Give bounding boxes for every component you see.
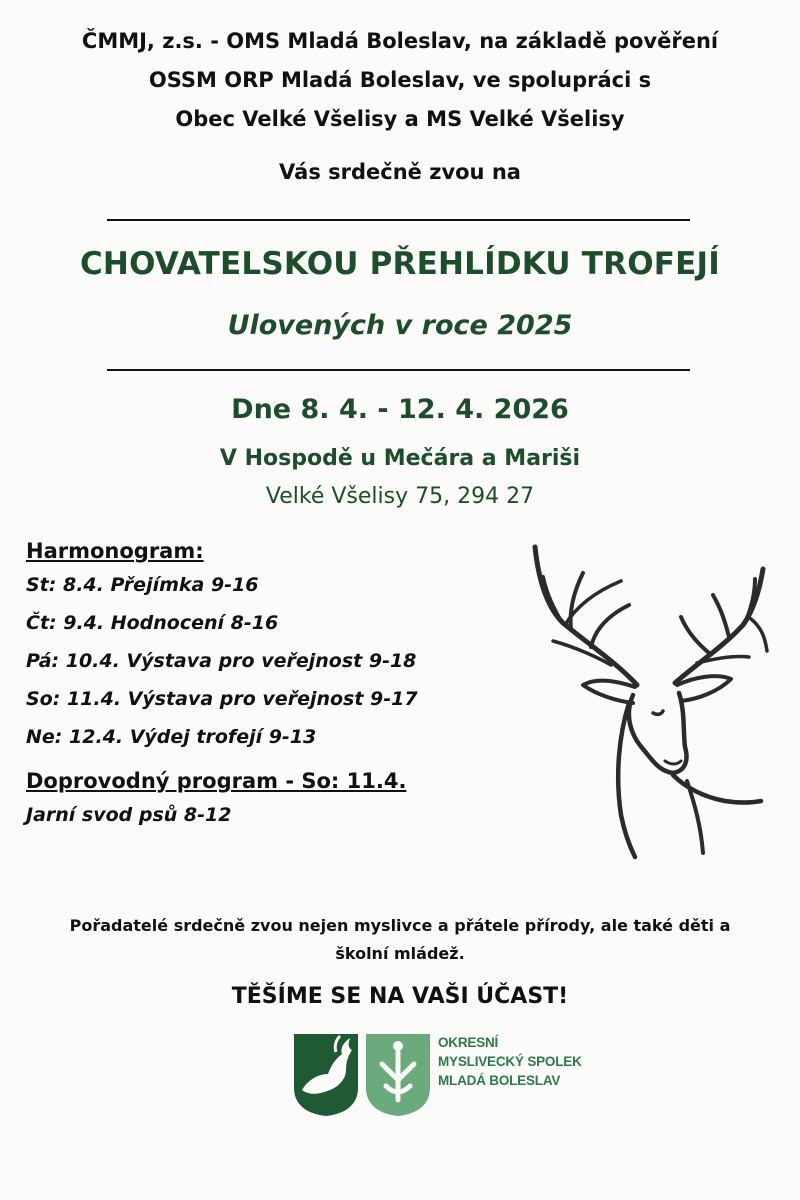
logo-text (438, 1033, 582, 1090)
intro-line-2: OSSM ORP Mladá Boleslav, ve spolupráci s (148, 68, 652, 92)
note-line-2: školní mládež. (335, 944, 465, 963)
invite-text: Vás srdečně zvou na (279, 160, 521, 184)
schedule-section (26, 536, 496, 834)
event-venue: V Hospodě u Mečára a Mariši (219, 446, 581, 471)
event-date: Dne 8. 4. - 12. 4. 2026 (231, 394, 569, 425)
side-program-item: Jarní svod psů 8-12 (26, 804, 232, 826)
logo-line-2: MYSLIVECKÝ SPOLEK (438, 1054, 582, 1069)
organizers-intro (0, 22, 800, 139)
event-subtitle: Ulovených v roce 2025 (227, 310, 573, 341)
side-program-heading: Doprovodný program - So: 11.4. (26, 769, 407, 793)
schedule-item: So: 11.4. Výstava pro veřejnost 9-17 (26, 688, 418, 710)
schedule-item: Čt: 9.4. Hodnocení 8-16 (26, 612, 279, 634)
closing-text: TĚŠÍME SE NA VAŠI ÚČAST! (231, 984, 569, 1009)
top-divider (107, 219, 690, 221)
event-address: Velké Všelisy 75, 294 27 (265, 484, 535, 509)
schedule-item: Ne: 12.4. Výdej trofejí 9-13 (26, 726, 317, 748)
audience-note (20, 912, 780, 968)
schedule-heading: Harmonogram: (26, 539, 204, 563)
bottom-divider (107, 369, 690, 371)
schedule-item: Pá: 10.4. Výstava pro veřejnost 9-18 (26, 650, 417, 672)
schedule-item: St: 8.4. Přejímka 9-16 (26, 574, 259, 596)
intro-line-3: Obec Velké Všelisy a MS Velké Všelisy (175, 107, 625, 131)
event-title: CHOVATELSKOU PŘEHLÍDKU TROFEJÍ (79, 246, 720, 282)
logo-line-1: OKRESNÍ (438, 1035, 499, 1050)
intro-line-1: ČMMJ, z.s. - OMS Mladá Boleslav, na základě pověření (81, 29, 719, 53)
deer-head-icon (525, 535, 770, 860)
logo-line-3: MLADÁ BOLESLAV (438, 1073, 561, 1088)
note-line-1: Pořadatelé srdečně zvou nejen myslivce a přátele přírody, ale také děti a (69, 916, 731, 935)
